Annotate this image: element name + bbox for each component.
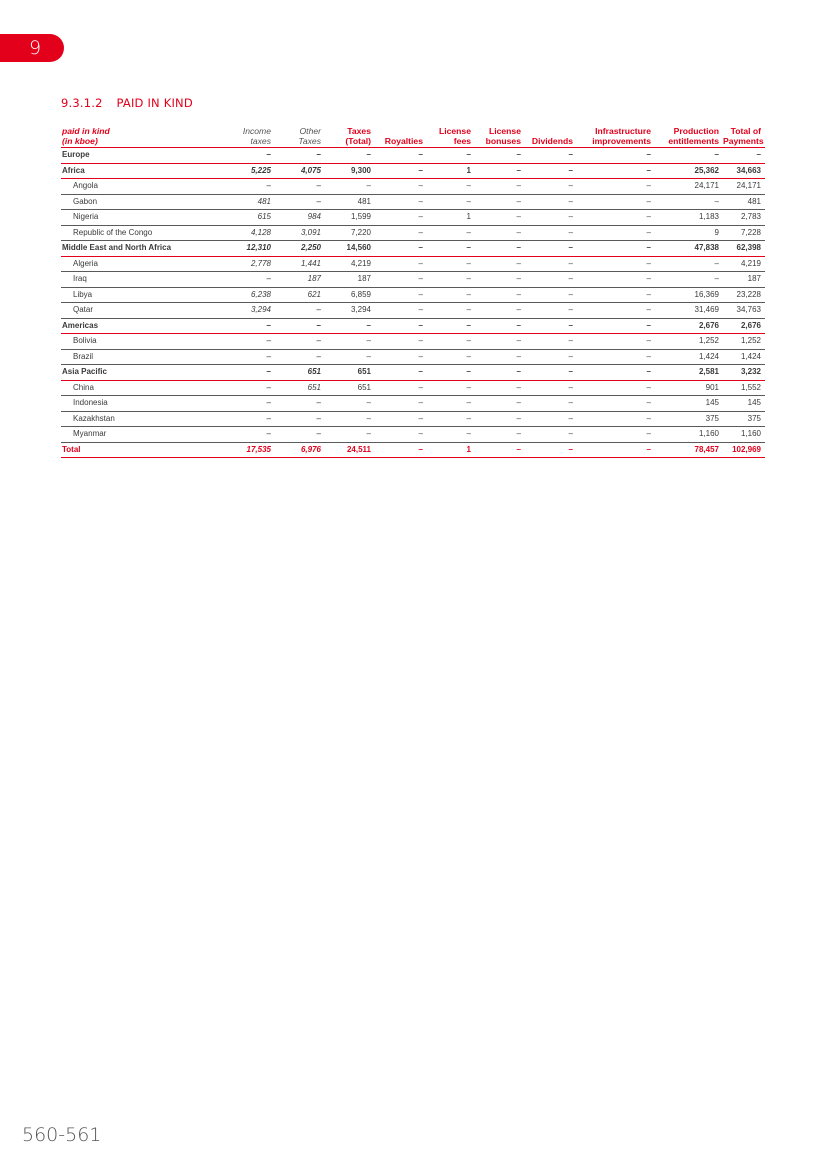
cell: 2,581 (655, 365, 723, 381)
cell: – (525, 334, 577, 350)
cell: – (427, 179, 475, 195)
cell: 481 (723, 194, 765, 210)
cell: – (475, 442, 525, 458)
cell: – (427, 194, 475, 210)
cell: – (225, 179, 275, 195)
cell: – (427, 365, 475, 381)
row-label: Indonesia (61, 396, 225, 412)
cell: – (577, 349, 655, 365)
cell: 187 (325, 272, 375, 288)
cell: – (427, 256, 475, 272)
cell: 1,252 (655, 334, 723, 350)
cell: 1,599 (325, 210, 375, 226)
cell: 651 (325, 380, 375, 396)
row-label: China (61, 380, 225, 396)
cell: 3,232 (723, 365, 765, 381)
cell: – (475, 179, 525, 195)
cell: 2,250 (275, 241, 325, 257)
cell: – (427, 427, 475, 443)
row-label: Republic of the Congo (61, 225, 225, 241)
cell: – (525, 210, 577, 226)
paid-in-kind-table (61, 125, 765, 458)
cell: 651 (275, 380, 325, 396)
header-dividends: Dividends (525, 125, 577, 148)
cell: – (577, 148, 655, 164)
cell: 901 (655, 380, 723, 396)
cell: 4,219 (723, 256, 765, 272)
header-royalties: Royalties (375, 125, 427, 148)
cell: – (655, 194, 723, 210)
cell: – (475, 287, 525, 303)
cell: – (375, 272, 427, 288)
cell: – (427, 241, 475, 257)
cell: – (275, 334, 325, 350)
cell: 1 (427, 163, 475, 179)
cell: – (475, 349, 525, 365)
row-label: Asia Pacific (61, 365, 225, 381)
cell: – (375, 442, 427, 458)
cell: – (577, 442, 655, 458)
cell: 2,676 (655, 318, 723, 334)
cell: 2,783 (723, 210, 765, 226)
cell: – (427, 318, 475, 334)
cell: 1,160 (723, 427, 765, 443)
cell: 24,171 (655, 179, 723, 195)
cell: – (225, 427, 275, 443)
cell: – (275, 179, 325, 195)
cell: – (427, 334, 475, 350)
cell: – (325, 411, 375, 427)
row-label: Nigeria (61, 210, 225, 226)
cell: 9,300 (325, 163, 375, 179)
cell: – (525, 442, 577, 458)
cell: – (427, 303, 475, 319)
cell: – (375, 179, 427, 195)
cell: 1,552 (723, 380, 765, 396)
page-number: 560-561 (22, 1124, 102, 1146)
cell: – (577, 210, 655, 226)
cell: 78,457 (655, 442, 723, 458)
cell: – (325, 318, 375, 334)
cell: – (375, 194, 427, 210)
cell: – (375, 303, 427, 319)
cell: 16,369 (655, 287, 723, 303)
cell: 24,171 (723, 179, 765, 195)
cell: – (525, 380, 577, 396)
cell: – (475, 163, 525, 179)
table-row (61, 256, 765, 272)
cell: – (325, 334, 375, 350)
cell: – (577, 334, 655, 350)
cell: 375 (723, 411, 765, 427)
cell: 7,228 (723, 225, 765, 241)
cell: – (427, 380, 475, 396)
cell: – (577, 163, 655, 179)
cell: – (525, 179, 577, 195)
region-row (61, 318, 765, 334)
cell: – (525, 287, 577, 303)
cell: – (525, 241, 577, 257)
cell: 1,424 (655, 349, 723, 365)
cell: 1,424 (723, 349, 765, 365)
total-row (61, 442, 765, 458)
cell: – (475, 272, 525, 288)
cell: – (475, 380, 525, 396)
cell: 481 (225, 194, 275, 210)
row-label: Qatar (61, 303, 225, 319)
cell: 6,859 (325, 287, 375, 303)
row-label: Europe (61, 148, 225, 164)
cell: – (525, 365, 577, 381)
cell: – (475, 241, 525, 257)
cell: – (525, 411, 577, 427)
region-row (61, 163, 765, 179)
cell: 3,294 (325, 303, 375, 319)
row-label: Gabon (61, 194, 225, 210)
cell: – (525, 349, 577, 365)
cell: – (577, 411, 655, 427)
cell: – (525, 225, 577, 241)
header-other-taxes: Other Taxes (275, 125, 325, 148)
cell: 145 (655, 396, 723, 412)
cell: 375 (655, 411, 723, 427)
cell: – (475, 427, 525, 443)
cell: – (427, 148, 475, 164)
cell: – (525, 427, 577, 443)
cell: 651 (325, 365, 375, 381)
cell: – (325, 148, 375, 164)
cell: – (475, 411, 525, 427)
cell: – (475, 225, 525, 241)
cell: – (375, 380, 427, 396)
cell: – (427, 225, 475, 241)
row-label: Bolivia (61, 334, 225, 350)
cell: – (225, 272, 275, 288)
cell: – (375, 148, 427, 164)
table-row (61, 225, 765, 241)
row-label: Algeria (61, 256, 225, 272)
cell: – (525, 194, 577, 210)
cell: – (577, 179, 655, 195)
cell: – (655, 256, 723, 272)
cell: – (375, 241, 427, 257)
cell: 621 (275, 287, 325, 303)
region-row (61, 241, 765, 257)
cell: – (427, 272, 475, 288)
cell: – (375, 365, 427, 381)
cell: 2,676 (723, 318, 765, 334)
header-total-payments: Total of Payments (723, 126, 764, 146)
cell: – (225, 318, 275, 334)
header-income-taxes: Income taxes (225, 125, 275, 148)
cell: 1 (427, 442, 475, 458)
table-header-row (61, 125, 765, 148)
cell: – (525, 148, 577, 164)
cell: – (375, 396, 427, 412)
row-label: Libya (61, 287, 225, 303)
cell: – (225, 396, 275, 412)
cell: – (427, 396, 475, 412)
cell: – (577, 318, 655, 334)
cell: 6,238 (225, 287, 275, 303)
cell: – (655, 272, 723, 288)
cell: 34,663 (723, 163, 765, 179)
table-row (61, 287, 765, 303)
header-license-bonuses: License bonuses (475, 125, 525, 148)
cell: 1,183 (655, 210, 723, 226)
cell: – (475, 396, 525, 412)
cell: – (325, 427, 375, 443)
cell: – (525, 256, 577, 272)
cell: – (325, 396, 375, 412)
cell: – (577, 380, 655, 396)
cell: – (325, 179, 375, 195)
row-label: Iraq (61, 272, 225, 288)
cell: 31,469 (655, 303, 723, 319)
cell: – (375, 256, 427, 272)
cell: 5,225 (225, 163, 275, 179)
cell: 17,535 (225, 442, 275, 458)
cell: – (375, 225, 427, 241)
cell: – (577, 241, 655, 257)
cell: 3,294 (225, 303, 275, 319)
cell: 615 (225, 210, 275, 226)
cell: 9 (655, 225, 723, 241)
cell: – (275, 148, 325, 164)
table-body (61, 148, 765, 458)
table-row (61, 396, 765, 412)
cell: 47,838 (655, 241, 723, 257)
table-row (61, 427, 765, 443)
cell: – (275, 303, 325, 319)
cell: – (325, 349, 375, 365)
header-infrastructure: Infrastructure improvements (577, 125, 655, 148)
cell: 481 (325, 194, 375, 210)
header-production: Production entitlements (655, 125, 723, 148)
cell: 7,220 (325, 225, 375, 241)
cell: – (427, 349, 475, 365)
row-label: Angola (61, 179, 225, 195)
cell: 25,362 (655, 163, 723, 179)
cell: – (225, 349, 275, 365)
cell: 34,763 (723, 303, 765, 319)
cell: – (375, 427, 427, 443)
region-row (61, 148, 765, 164)
table-row (61, 334, 765, 350)
cell: – (475, 148, 525, 164)
cell: 2,778 (225, 256, 275, 272)
cell: – (577, 303, 655, 319)
cell: – (577, 427, 655, 443)
row-label: Myanmar (61, 427, 225, 443)
table-row (61, 411, 765, 427)
table-row (61, 179, 765, 195)
cell: – (475, 194, 525, 210)
cell: 24,511 (325, 442, 375, 458)
cell: – (375, 349, 427, 365)
row-label: Africa (61, 163, 225, 179)
cell: – (275, 411, 325, 427)
cell: – (375, 334, 427, 350)
cell: – (525, 272, 577, 288)
cell: – (275, 349, 325, 365)
cell: 1,160 (655, 427, 723, 443)
cell: – (427, 287, 475, 303)
cell: 14,560 (325, 241, 375, 257)
cell: 187 (275, 272, 325, 288)
cell: – (375, 411, 427, 427)
cell: 1,252 (723, 334, 765, 350)
cell: – (475, 303, 525, 319)
chapter-tab: 9 (0, 34, 64, 62)
cell: – (577, 287, 655, 303)
cell: – (577, 396, 655, 412)
cell: – (475, 365, 525, 381)
cell: – (475, 318, 525, 334)
cell: – (275, 194, 325, 210)
table-row (61, 349, 765, 365)
header-label: paid in kind (in kboe) (61, 125, 225, 148)
cell: – (577, 194, 655, 210)
table-row (61, 194, 765, 210)
cell: – (375, 287, 427, 303)
cell: – (427, 411, 475, 427)
cell: 6,976 (275, 442, 325, 458)
cell: 1,441 (275, 256, 325, 272)
cell: – (225, 148, 275, 164)
table-row (61, 303, 765, 319)
cell: – (275, 318, 325, 334)
cell: – (525, 318, 577, 334)
section-title (61, 96, 193, 110)
cell: 3,091 (275, 225, 325, 241)
table-row (61, 272, 765, 288)
cell: 984 (275, 210, 325, 226)
cell: – (577, 225, 655, 241)
cell: 4,075 (275, 163, 325, 179)
cell: – (275, 396, 325, 412)
cell: – (525, 303, 577, 319)
cell: – (723, 148, 765, 164)
cell: 4,219 (325, 256, 375, 272)
cell: – (525, 396, 577, 412)
cell: – (225, 365, 275, 381)
table-row (61, 380, 765, 396)
row-label: Americas (61, 318, 225, 334)
cell: 145 (723, 396, 765, 412)
cell: – (577, 365, 655, 381)
row-label: Total (61, 442, 225, 458)
cell: – (275, 427, 325, 443)
cell: – (655, 148, 723, 164)
cell: – (577, 256, 655, 272)
row-label: Brazil (61, 349, 225, 365)
cell: – (475, 334, 525, 350)
cell: 102,969 (723, 442, 765, 458)
cell: 187 (723, 272, 765, 288)
cell: – (375, 163, 427, 179)
cell: 62,398 (723, 241, 765, 257)
row-label: Middle East and North Africa (61, 241, 225, 257)
cell: – (375, 210, 427, 226)
cell: – (225, 411, 275, 427)
table-row (61, 210, 765, 226)
cell: – (577, 272, 655, 288)
header-taxes-total: Taxes (Total) (325, 125, 375, 148)
header-license-fees: License fees (427, 125, 475, 148)
cell: 12,310 (225, 241, 275, 257)
region-row (61, 365, 765, 381)
cell: – (475, 210, 525, 226)
cell: 23,228 (723, 287, 765, 303)
cell: – (225, 334, 275, 350)
cell: 4,128 (225, 225, 275, 241)
section-number: 9.3.1.2 (61, 96, 103, 110)
cell: – (525, 163, 577, 179)
cell: – (225, 380, 275, 396)
cell: – (475, 256, 525, 272)
cell: 1 (427, 210, 475, 226)
cell: 651 (275, 365, 325, 381)
section-title-text: PAID IN KIND (116, 96, 193, 110)
cell: – (375, 318, 427, 334)
row-label: Kazakhstan (61, 411, 225, 427)
